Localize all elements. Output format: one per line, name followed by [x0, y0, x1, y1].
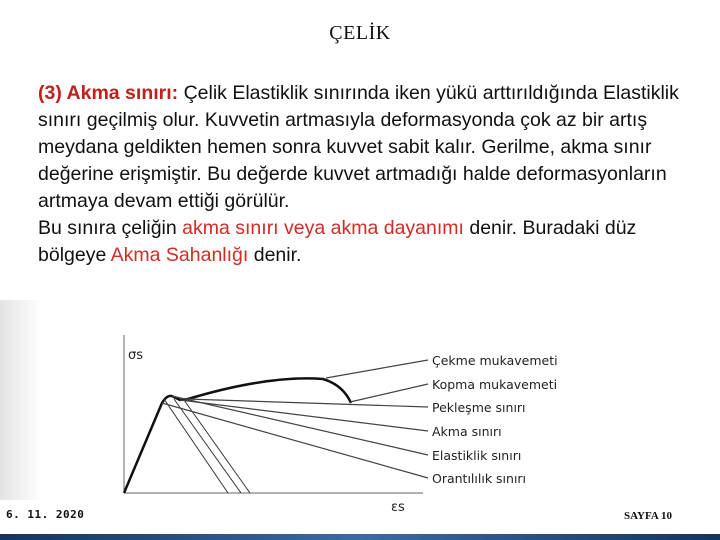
- definition-text-3: denir.: [248, 244, 302, 266]
- paragraph-definition: [38, 215, 698, 269]
- leader-cekme: [326, 360, 428, 378]
- label-kopma-mukavemeti: Kopma mukavemeti: [432, 377, 558, 392]
- unloading-line-2: [174, 399, 241, 493]
- leader-elastiklik: [172, 396, 428, 455]
- label-peklesme-siniri: Pekleşme sınırı: [432, 400, 526, 415]
- footer-bar: [0, 534, 720, 540]
- footer-page-number: SAYFA 10: [624, 510, 672, 522]
- heading-akma-siniri: (3) Akma sınırı:: [38, 82, 179, 104]
- decorative-gradient: [0, 300, 42, 500]
- paragraph-text: Çelik Elastiklik sınırında iken yükü arttırıldığında Elastiklik sınırı geçilmiş olur. Kuvvetin artmasıyla deformasyonda çok az bir artış meydana geldikten hemen sonra kuvvet sabit kalır. Gerilme, akma sınır değerine erişmiştir. Bu değerde kuvvet artmadığı halde deformasyonların artmaya devam ettiği görülür.: [38, 82, 679, 212]
- stress-strain-diagram: [118, 335, 558, 515]
- label-akma-siniri: Akma sınırı: [432, 424, 502, 439]
- paragraph-akma-siniri: [38, 80, 698, 215]
- definition-text-1: Bu sınıra çeliğin: [38, 217, 183, 239]
- slide-title: ÇELİK: [329, 22, 391, 44]
- highlight-akma-sahanligi: Akma Sahanlığı: [110, 244, 249, 266]
- slide-body: [38, 80, 698, 269]
- label-elastiklik-siniri: Elastiklik sınırı: [432, 448, 522, 463]
- label-cekme-mukavemeti: Çekme mukavemeti: [432, 353, 558, 368]
- leader-kopma: [350, 384, 428, 402]
- x-axis-label: εs: [391, 500, 405, 515]
- definition-text-2: denir. Buradaki düz bölgeye: [38, 217, 637, 266]
- highlight-akma-dayanimi: akma sınırı veya akma dayanımı: [182, 217, 464, 239]
- y-axis-label: σs: [128, 348, 144, 363]
- label-orantililik-siniri: Orantılılık sınırı: [432, 471, 527, 486]
- footer-date: 6. 11. 2020: [6, 508, 85, 521]
- unloading-line-3: [184, 400, 250, 493]
